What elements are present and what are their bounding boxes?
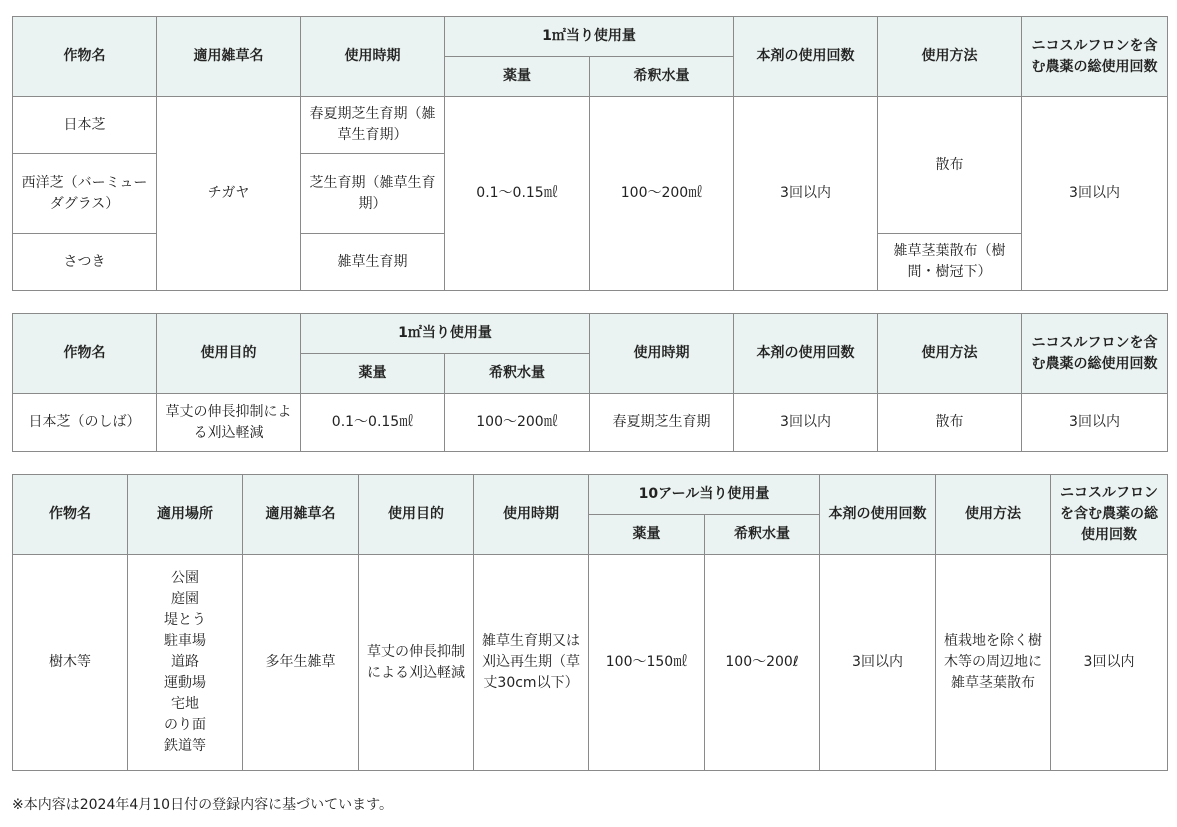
cell-weed: 多年生雑草 (243, 555, 359, 771)
header-method: 使用方法 (878, 314, 1022, 394)
cell-method: 植栽地を除く樹木等の周辺地に雑草茎葉散布 (936, 555, 1051, 771)
cell-timing: 芝生育期（雑草生育期） (301, 154, 445, 234)
header-timing: 使用時期 (590, 314, 734, 394)
header-usage: 1㎡当り使用量 (445, 17, 734, 57)
header-dose: 薬量 (445, 57, 590, 97)
cell-count: 3回以内 (734, 97, 878, 291)
cell-crop: さつき (13, 234, 157, 291)
cell-total: 3回以内 (1022, 97, 1168, 291)
header-total: ニコスルフロンを含む農薬の総使用回数 (1022, 314, 1168, 394)
place-item: 鉄道等 (164, 738, 206, 754)
cell-dose: 100～150㎖ (589, 555, 705, 771)
cell-crop: 樹木等 (13, 555, 128, 771)
header-method: 使用方法 (878, 17, 1022, 97)
cell-dilution: 100～200㎖ (445, 394, 590, 452)
cell-place (128, 555, 243, 771)
cell-purpose: 草丈の伸長抑制による刈込軽減 (359, 555, 474, 771)
header-count: 本剤の使用回数 (820, 475, 936, 555)
header-place: 適用場所 (128, 475, 243, 555)
header-purpose: 使用目的 (359, 475, 474, 555)
place-item: 駐車場 (164, 633, 206, 649)
cell-method: 散布 (878, 97, 1022, 234)
header-dose: 薬量 (301, 354, 445, 394)
header-crop: 作物名 (13, 475, 128, 555)
cell-method: 雑草茎葉散布（樹間・樹冠下） (878, 234, 1022, 291)
cell-dose: 0.1～0.15㎖ (301, 394, 445, 452)
place-item: のり面 (164, 717, 206, 733)
header-dilution: 希釈水量 (705, 515, 820, 555)
cell-dose: 0.1～0.15㎖ (445, 97, 590, 291)
usage-table-2 (12, 313, 1168, 452)
cell-total: 3回以内 (1051, 555, 1168, 771)
footnote: ※本内容は2024年4月10日付の登録内容に基づいています。 (12, 797, 393, 813)
place-item: 宅地 (171, 696, 199, 712)
header-timing: 使用時期 (301, 17, 445, 97)
cell-count: 3回以内 (734, 394, 878, 452)
header-timing: 使用時期 (474, 475, 589, 555)
cell-total: 3回以内 (1022, 394, 1168, 452)
header-weed: 適用雑草名 (157, 17, 301, 97)
cell-purpose: 草丈の伸長抑制による刈込軽減 (157, 394, 301, 452)
place-item: 運動場 (164, 675, 206, 691)
cell-crop: 西洋芝（バーミューダグラス） (13, 154, 157, 234)
header-dilution: 希釈水量 (445, 354, 590, 394)
place-item: 道路 (171, 654, 199, 670)
place-item: 公園 (171, 570, 199, 586)
header-dilution: 希釈水量 (590, 57, 734, 97)
header-crop: 作物名 (13, 17, 157, 97)
cell-dilution: 100～200㎖ (590, 97, 734, 291)
usage-table-3 (12, 474, 1168, 771)
header-usage: 1㎡当り使用量 (301, 314, 590, 354)
cell-count: 3回以内 (820, 555, 936, 771)
header-method: 使用方法 (936, 475, 1051, 555)
header-dose: 薬量 (589, 515, 705, 555)
header-crop: 作物名 (13, 314, 157, 394)
cell-dilution: 100～200ℓ (705, 555, 820, 771)
usage-table-1 (12, 16, 1168, 291)
header-count: 本剤の使用回数 (734, 314, 878, 394)
header-weed: 適用雑草名 (243, 475, 359, 555)
header-count: 本剤の使用回数 (734, 17, 878, 97)
place-item: 庭園 (171, 591, 199, 607)
place-item: 堤とう (164, 612, 206, 628)
header-total: ニコスルフロンを含む農薬の総使用回数 (1051, 475, 1168, 555)
header-purpose: 使用目的 (157, 314, 301, 394)
cell-crop: 日本芝（のしば） (13, 394, 157, 452)
cell-crop: 日本芝 (13, 97, 157, 154)
cell-timing: 雑草生育期 (301, 234, 445, 291)
header-usage: 10アール当り使用量 (589, 475, 820, 515)
cell-weed: チガヤ (157, 97, 301, 291)
header-total: ニコスルフロンを含む農薬の総使用回数 (1022, 17, 1168, 97)
cell-method: 散布 (878, 394, 1022, 452)
cell-timing: 春夏期芝生育期（雑草生育期） (301, 97, 445, 154)
cell-timing: 雑草生育期又は刈込再生期（草丈30cm以下） (474, 555, 589, 771)
cell-timing: 春夏期芝生育期 (590, 394, 734, 452)
